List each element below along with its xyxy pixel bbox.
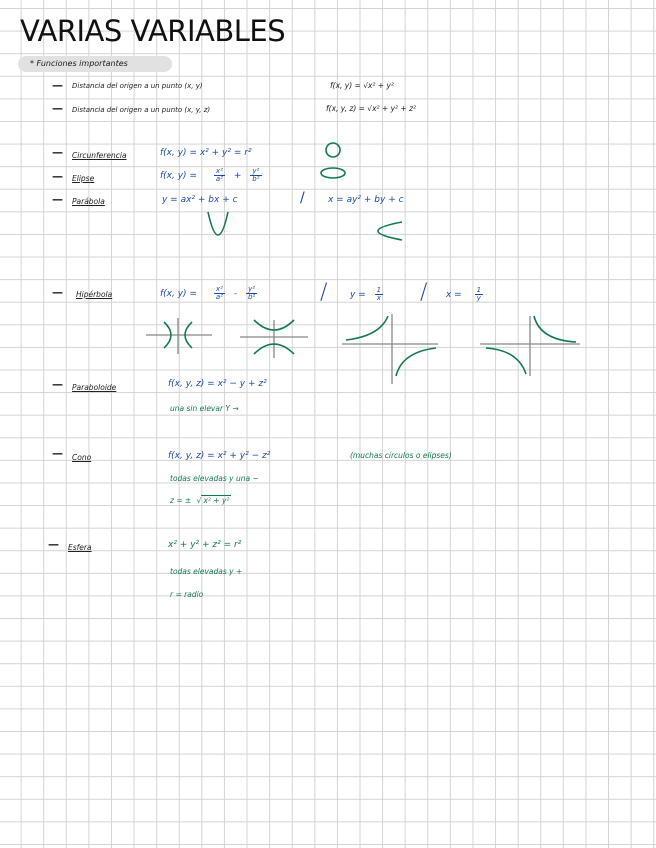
formula-lhs: x = <box>446 290 462 300</box>
cono-aside: (muchas círculos o elipses) <box>350 451 452 460</box>
dash-marker: — <box>52 79 63 92</box>
elipse-formula <box>160 168 262 183</box>
page-title: VARIAS VARIABLES <box>20 14 286 48</box>
paraboloide-formula: f(x, y, z) = x² − y + z² <box>168 379 267 389</box>
fraction-numerator: x² <box>214 168 225 176</box>
hiperbola-label: Hipérbola <box>76 290 113 299</box>
separator-slash: / <box>320 280 328 305</box>
fraction-numerator: x² <box>214 286 225 294</box>
hyperbola-horizontal-sketch <box>144 316 214 356</box>
esfera-radius: r = radio <box>170 590 204 599</box>
parabola-label: Parábola <box>72 197 105 206</box>
dash-marker: — <box>52 146 63 159</box>
distancia-2d-label: Distancia del origen a un punto (x, y) <box>72 82 203 90</box>
esfera-formula: x² + y² + z² = r² <box>168 540 242 550</box>
operator: + <box>233 171 242 181</box>
reciprocal-x-sketch <box>478 312 582 378</box>
formula-lhs: f(x, y) = <box>160 171 197 181</box>
parabola-side-sketch <box>366 218 406 244</box>
fraction-denominator: b² <box>252 175 260 183</box>
ellipse-sketch <box>318 166 348 180</box>
esfera-label: Esfera <box>68 543 92 552</box>
cono-label: Cono <box>72 453 92 462</box>
cono-z-equation: z = ± √ x² + y² <box>170 496 230 505</box>
fraction-denominator: x <box>376 294 381 302</box>
dash-marker: — <box>52 286 63 299</box>
formula-lhs: f(x, y) = <box>160 148 197 158</box>
cono-note: todas elevadas y una − <box>170 474 259 483</box>
esfera-note: todas elevadas y + <box>170 567 243 576</box>
bullet-marker: * <box>30 59 34 68</box>
distancia-2d-formula: f(x, y) = √x² + y² <box>330 81 394 90</box>
circunferencia-label: Circunferencia <box>72 151 127 160</box>
fraction-denominator: y <box>476 294 481 302</box>
fraction-numerator: y² <box>250 168 261 176</box>
dash-marker: — <box>52 447 63 460</box>
fraction-denominator: a² <box>215 175 223 183</box>
formula-lhs: y = <box>350 290 366 300</box>
circle-sketch <box>322 140 344 160</box>
hiperbola-reciprocal-y <box>350 287 383 302</box>
dash-marker: — <box>52 102 63 115</box>
separator-slash: / <box>300 190 305 206</box>
cono-formula: f(x, y, z) = x² + y² − z² <box>168 451 271 461</box>
section-subtitle <box>18 56 172 72</box>
fraction-denominator: a² <box>215 293 223 301</box>
hyperbola-vertical-sketch <box>238 312 310 362</box>
separator-slash: / <box>420 280 428 305</box>
circunferencia-formula <box>160 148 252 158</box>
formula-rhs: x² + y² = r² <box>199 148 252 158</box>
fraction-numerator: 1 <box>376 286 382 294</box>
dash-marker: — <box>52 170 63 183</box>
dash-marker: — <box>52 193 63 206</box>
parabola-formula-y: y = ax² + bx + c <box>162 195 238 205</box>
parabola-formula-x: x = ay² + by + c <box>328 195 404 205</box>
formula-lhs: f(x, y) = <box>160 289 197 299</box>
dash-marker: — <box>52 378 63 391</box>
fraction-numerator: y² <box>246 286 257 294</box>
dash-marker: — <box>48 538 59 551</box>
paraboloide-label: Paraboloide <box>72 383 117 392</box>
hiperbola-formula <box>160 286 257 301</box>
subtitle-text: Funciones importantes <box>36 59 128 68</box>
fraction-numerator: 1 <box>476 286 482 294</box>
elipse-label: Elipse <box>72 174 95 183</box>
sqrt-radicand: x² + y² <box>203 496 230 505</box>
reciprocal-y-sketch <box>340 310 440 386</box>
parabola-up-sketch <box>204 210 232 240</box>
distancia-3d-label: Distancia del origen a un punto (x, y, z) <box>72 106 211 114</box>
paraboloide-note: una sin elevar Y → <box>170 404 239 413</box>
fraction-denominator: b² <box>247 293 256 301</box>
distancia-3d-formula: f(x, y, z) = √x² + y² + z² <box>326 104 417 113</box>
operator: - <box>233 289 238 299</box>
formula-lhs: z = ± <box>170 496 192 505</box>
hiperbola-reciprocal-x <box>446 287 483 302</box>
